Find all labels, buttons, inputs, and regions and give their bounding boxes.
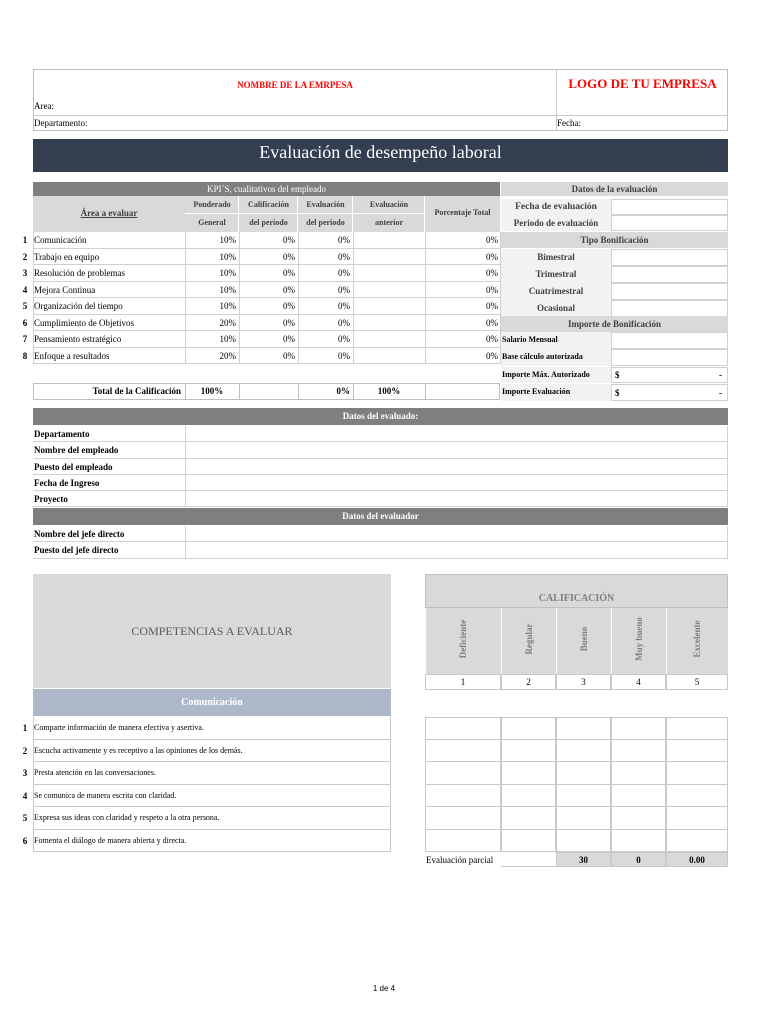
eval-amount-currency: $ [615, 388, 620, 398]
kpi-area-header-label: Área a evaluar [80, 208, 138, 218]
kpi-row-percentage: 0% [486, 235, 498, 245]
rating-input-cell[interactable] [666, 830, 728, 853]
evaluation-data-title: Datos de la evaluación [501, 182, 728, 196]
partial-eval-value: 30 [579, 855, 588, 865]
rating-input-cell[interactable] [425, 807, 501, 830]
grid-line [239, 265, 240, 282]
kpi-total-pondered: 100% [200, 386, 224, 396]
kpi-row-area: Mejora Continua [34, 284, 96, 295]
kpi-row-score[interactable]: 0% [283, 235, 295, 245]
max-amount-value: - [719, 370, 722, 380]
evaluee-field-label: Departamento [34, 429, 90, 439]
monthly-salary-label: Salario Mensual [502, 335, 558, 344]
rating-input-cell[interactable] [611, 762, 666, 785]
kpi-row-score[interactable]: 0% [283, 334, 295, 344]
base-calc-label-value[interactable] [611, 349, 728, 366]
kpi-row-number: 6 [22, 317, 28, 328]
max-amount-label: Importe Máx. Autorizado [502, 370, 590, 379]
kpi-row-area: Organización del tiempo [34, 301, 123, 311]
grid-line [298, 331, 299, 348]
rating-input-cell[interactable] [611, 740, 666, 763]
evaluator-field-label: Puesto del jefe directo [34, 545, 119, 556]
kpi-row-percentage: 0% [486, 251, 498, 262]
kpi-row-score[interactable]: 0% [283, 284, 295, 295]
rating-level-number: 4 [636, 677, 641, 687]
kpi-row-number: 2 [22, 251, 28, 262]
rating-input-cell[interactable] [611, 807, 666, 830]
kpi-row-percentage: 0% [486, 268, 498, 278]
kpi-total-eval: 0% [336, 386, 350, 396]
evaluation-date-label: Fecha de evaluación [515, 202, 597, 212]
kpi-row-percentage: 0% [486, 301, 498, 311]
kpi-total-previous: 100% [377, 386, 401, 396]
rating-input-cell[interactable] [425, 762, 501, 785]
competency-text: Escucha activamente y es receptivo a las opiniones de los demás. [34, 745, 243, 755]
grid-line [353, 331, 354, 348]
rating-level-label: Bueno [578, 626, 589, 652]
grid-line [425, 383, 426, 400]
kpi-row-pondered: 10% [219, 301, 236, 311]
kpi-row-score[interactable]: 0% [283, 317, 295, 328]
kpi-row-area: Resolución de problemas [34, 268, 125, 278]
kpi-header-score: Calificación [248, 200, 289, 209]
bonus-type-0-value[interactable] [611, 249, 728, 266]
bonus-type-0: Bimestral [537, 252, 575, 262]
grid-line [425, 265, 426, 282]
page-title: Evaluación de desempeño laboral [259, 142, 502, 162]
kpi-row-pondered: 10% [219, 235, 236, 245]
kpi-row-number: 1 [22, 235, 28, 245]
evaluee-field-label: Puesto del empleado [34, 461, 113, 472]
rating-input-cell[interactable] [425, 785, 501, 808]
evaluee-field-input[interactable] [185, 491, 728, 507]
grid-line [239, 331, 240, 348]
rating-input-cell[interactable] [501, 830, 556, 853]
kpi-row-area: Comunicación [34, 235, 87, 245]
kpi-header-period-eval: Evaluación [306, 200, 345, 209]
competency-text: Se comunica de manera escrita con claridad. [34, 790, 177, 800]
bonus-type-3: Ocasional [536, 303, 575, 313]
competency-number: 4 [22, 790, 28, 801]
competency-text: Comparte información de manera efectiva y asertiva. [34, 723, 204, 732]
kpi-row-period-eval: 0% [338, 284, 350, 295]
kpi-row-percentage: 0% [486, 350, 498, 361]
rating-input-cell[interactable] [501, 785, 556, 808]
grid-line [185, 298, 186, 315]
evaluator-field-input[interactable] [185, 526, 728, 542]
kpi-row-period-eval: 0% [338, 251, 350, 262]
rating-input-cell[interactable] [501, 740, 556, 763]
grid-line [33, 717, 34, 852]
rating-level-number: 1 [460, 677, 466, 687]
evaluee-field-label: Nombre del empleado [34, 445, 119, 456]
kpi-row-percentage: 0% [486, 284, 498, 295]
kpi-header-pondered: Ponderado [193, 200, 231, 209]
kpi-row-period-eval: 0% [338, 301, 350, 311]
competency-number: 3 [22, 768, 28, 778]
department-label: Departamento: [34, 118, 88, 128]
kpi-row-area: Cumplimiento de Objetivos [34, 317, 134, 328]
bonus-type-1: Trimestral [535, 269, 577, 279]
evaluation-period-label-value[interactable] [611, 215, 728, 231]
competency-number: 2 [22, 745, 28, 756]
rating-input-cell[interactable] [556, 762, 611, 785]
grid-line [353, 315, 354, 332]
kpi-header-previous-eval-sub: anterior [375, 218, 403, 227]
grid-line [239, 383, 240, 400]
grid-line [239, 232, 240, 249]
bonus-type-2: Cuatrimestral [528, 286, 584, 296]
kpi-row-pondered: 20% [219, 317, 236, 328]
kpi-header-pondered-sub: General [198, 218, 226, 227]
rating-input-cell[interactable] [501, 807, 556, 830]
bonus-type-2-value[interactable] [611, 283, 728, 300]
eval-amount-label: Importe Evaluación [502, 387, 571, 396]
evaluee-field-input[interactable] [185, 459, 728, 475]
kpi-row-area: Trabajo en equipo [34, 251, 100, 262]
grid-line [239, 282, 240, 299]
date-label: Fecha: [557, 118, 581, 128]
kpi-header-previous-eval: Evaluación [369, 200, 409, 209]
kpi-row-percentage: 0% [486, 317, 498, 328]
rating-input-cell[interactable] [666, 717, 728, 740]
kpi-row-period-eval: 0% [338, 268, 350, 278]
competency-text: Fomenta el diálogo de manera abierta y directa. [34, 835, 187, 845]
grid-line [425, 331, 426, 348]
kpi-row-score[interactable]: 0% [283, 251, 295, 262]
grid-line [425, 348, 426, 365]
grid-line [33, 232, 34, 364]
kpi-row-pondered: 10% [219, 284, 236, 295]
grid-line [425, 282, 426, 299]
rating-title: CALIFICACIÓN [538, 593, 615, 604]
competency-category-label: Comunicación [181, 697, 243, 708]
grid-line [298, 265, 299, 282]
kpi-header-score-sub: del periodo [249, 218, 288, 227]
grid-line [185, 265, 186, 282]
partial-eval-value: 0 [636, 855, 641, 865]
kpi-row-percentage: 0% [486, 334, 498, 344]
grid-line [239, 249, 240, 266]
rating-input-cell[interactable] [611, 717, 666, 740]
competencies-title: COMPETENCIAS A EVALUAR [131, 624, 293, 638]
evaluee-section-title: Datos del evaluado: [33, 408, 728, 425]
rating-input-cell[interactable] [611, 830, 666, 853]
kpi-row-number: 4 [22, 284, 28, 295]
competency-number: 6 [22, 835, 28, 846]
rating-level-label: Regular [523, 623, 534, 655]
grid-line [425, 315, 426, 332]
grid-line [353, 249, 354, 266]
kpi-row-number: 3 [22, 268, 28, 278]
rating-input-cell[interactable] [501, 762, 556, 785]
grid-line [298, 298, 299, 315]
rating-input-cell[interactable] [501, 717, 556, 740]
evaluee-field-label: Fecha de Ingreso [34, 477, 100, 488]
kpi-row-number: 7 [22, 334, 28, 344]
rating-level-number: 5 [694, 677, 700, 687]
competency-number: 1 [22, 723, 28, 733]
grid-line [353, 298, 354, 315]
evaluee-field-input[interactable] [185, 475, 728, 491]
kpi-row-period-eval: 0% [338, 235, 350, 245]
grid-line [239, 298, 240, 315]
rating-input-cell[interactable] [425, 717, 501, 740]
grid-line [185, 249, 186, 266]
kpi-total-label: Total de la Calificación [92, 386, 181, 396]
rating-level-label: Excelente [692, 620, 702, 658]
evaluator-field-input[interactable] [185, 542, 728, 558]
kpi-row-score[interactable]: 0% [283, 268, 295, 278]
bonus-type-1-value[interactable] [611, 266, 728, 283]
kpi-row-score[interactable]: 0% [283, 301, 295, 311]
kpi-section-title: KPI´S, cualitativos del empleado [33, 182, 500, 196]
rating-input-cell[interactable] [666, 807, 728, 830]
bonus-amount-title: Importe de Bonificación [501, 316, 728, 332]
kpi-row-pondered: 10% [219, 251, 236, 262]
rating-level-label: Muy bueno [633, 617, 644, 661]
rating-input-cell[interactable] [556, 717, 611, 740]
kpi-row-pondered: 20% [219, 350, 236, 361]
grid-line [298, 282, 299, 299]
bonus-type-3-value[interactable] [611, 300, 728, 317]
grid-line [239, 348, 240, 365]
kpi-row-period-eval: 0% [338, 334, 350, 344]
kpi-row-area: Pensamiento estratégico [34, 334, 122, 344]
evaluator-section-title: Datos del evaluador [33, 508, 728, 525]
page-number: 1 de 4 [372, 984, 396, 993]
grid-line [185, 331, 186, 348]
grid-line [185, 348, 186, 365]
rating-input-cell[interactable] [425, 740, 501, 763]
rating-input-cell[interactable] [425, 830, 501, 853]
grid-line [353, 232, 354, 249]
rating-input-cell[interactable] [556, 785, 611, 808]
partial-eval-blank [501, 852, 556, 867]
rating-input-cell[interactable] [666, 785, 728, 808]
kpi-row-period-eval: 0% [338, 317, 350, 328]
kpi-row-pondered: 10% [219, 334, 236, 344]
company-name: NOMBRE DE LA EMRPESA [237, 80, 353, 90]
eval-amount-value: - [719, 388, 722, 398]
grid-line [353, 348, 354, 365]
kpi-row-area: Enfoque a resultados [34, 350, 110, 361]
grid-line [185, 282, 186, 299]
grid-line [185, 315, 186, 332]
kpi-row-period-eval: 0% [338, 350, 350, 361]
grid-line [239, 315, 240, 332]
rating-level-number: 2 [526, 677, 531, 687]
evaluee-field-input[interactable] [185, 442, 728, 458]
base-calc-label: Base cálculo autorizada [502, 352, 583, 361]
rating-input-cell[interactable] [556, 830, 611, 853]
bonus-type-title: Tipo Bonificación [501, 232, 728, 248]
grid-line [298, 249, 299, 266]
area-label: Area: [34, 101, 54, 111]
grid-line [353, 265, 354, 282]
evaluator-field-label: Nombre del jefe directo [34, 529, 125, 539]
kpi-row-pondered: 10% [219, 268, 236, 278]
rating-level-number: 3 [581, 677, 586, 687]
rating-input-cell[interactable] [666, 740, 728, 763]
evaluee-field-input[interactable] [185, 426, 728, 442]
kpi-row-number: 5 [22, 301, 28, 311]
competency-number: 5 [22, 813, 28, 823]
company-logo: LOGO DE TU EMPRESA [568, 76, 717, 91]
grid-line [425, 232, 426, 249]
grid-line [298, 232, 299, 249]
competency-text: Presta atención en las conversaciones. [34, 768, 156, 777]
kpi-header-percentage: Porcentaje Total [434, 208, 491, 217]
evaluation-date-label-value[interactable] [611, 199, 728, 215]
monthly-salary-label-value[interactable] [611, 332, 728, 349]
grid-line [425, 249, 426, 266]
grid-line [298, 315, 299, 332]
rating-input-cell[interactable] [556, 740, 611, 763]
rating-level-label: Deficiente [458, 619, 468, 659]
rating-input-cell[interactable] [556, 807, 611, 830]
evaluee-field-label: Proyecto [34, 494, 68, 505]
max-amount-currency: $ [615, 370, 620, 380]
evaluation-period-label: Periodo de evaluación [513, 218, 599, 228]
competency-text: Expresa sus ideas con claridad y respeto a la otra persona. [34, 813, 220, 822]
partial-eval-value: 0.00 [689, 855, 705, 865]
rating-input-cell[interactable] [666, 762, 728, 785]
grid-line [185, 232, 186, 249]
grid-line [425, 298, 426, 315]
kpi-row-number: 8 [22, 350, 28, 361]
rating-input-cell[interactable] [611, 785, 666, 808]
partial-eval-label: Evaluación parcial [426, 855, 494, 865]
kpi-header-period-eval-sub: del periodo [306, 218, 345, 227]
grid-line [298, 348, 299, 365]
kpi-row-score[interactable]: 0% [283, 350, 295, 361]
grid-line [353, 282, 354, 299]
